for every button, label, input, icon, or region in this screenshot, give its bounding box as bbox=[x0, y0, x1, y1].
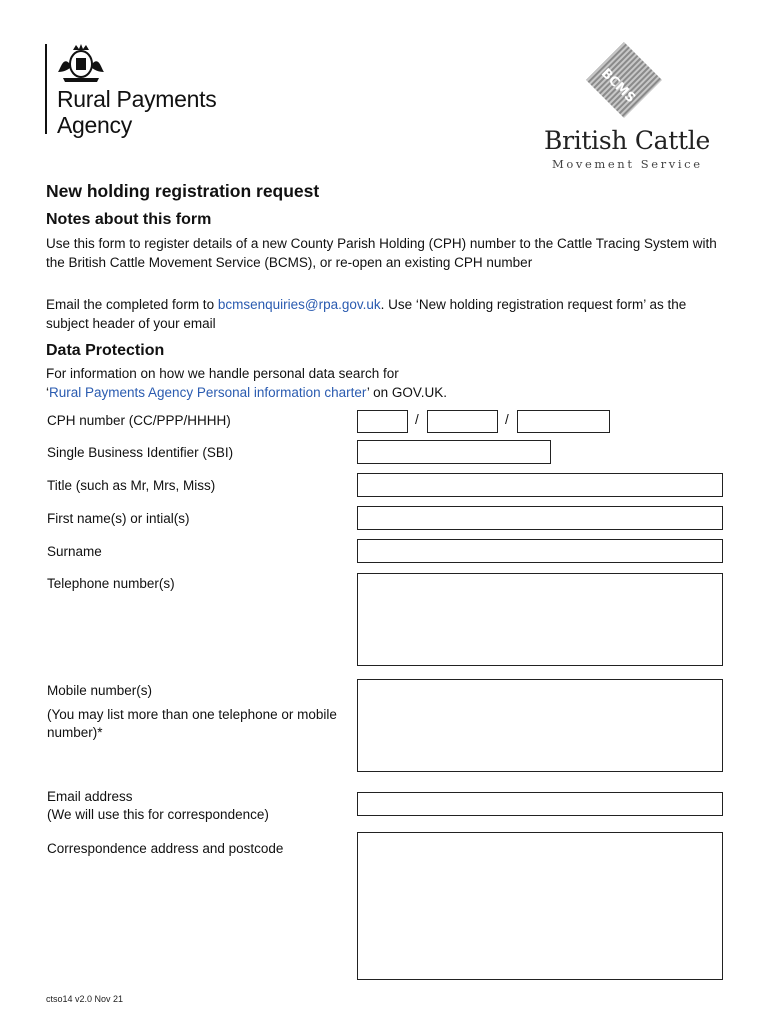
notes-heading: Notes about this form bbox=[46, 211, 212, 228]
email-input[interactable] bbox=[357, 792, 723, 816]
telephone-label: Telephone number(s) bbox=[47, 576, 175, 591]
data-protection-paragraph bbox=[46, 365, 726, 402]
bcms-logo-title: British Cattle bbox=[544, 126, 710, 155]
mobile-note: (You may list more than one telephone or mobile number)* bbox=[47, 707, 337, 740]
sbi-label: Single Business Identifier (SBI) bbox=[47, 445, 234, 460]
rpa-logo-line1: Rural Payments bbox=[57, 86, 217, 112]
first-name-input[interactable] bbox=[357, 506, 723, 530]
mobile-textarea[interactable] bbox=[357, 679, 723, 772]
notes-paragraph-1: Use this form to register details of a new County Parish Holding (CPH) number to the Cattle Tracing System with the British Cattle Movement Service (BCMS), or re-open an existing CPH number bbox=[46, 236, 717, 270]
cph-parish-input[interactable] bbox=[427, 410, 498, 433]
mobile-label: Mobile number(s) bbox=[47, 683, 153, 698]
rpa-logo-divider bbox=[45, 44, 47, 134]
notes-para2-after: . Use ‘New holding registration request form’ as the subject header of your email bbox=[46, 297, 687, 331]
data-protection-heading: Data Protection bbox=[46, 342, 165, 359]
dp-after: ’ on GOV.UK. bbox=[366, 384, 447, 400]
address-textarea[interactable] bbox=[357, 832, 723, 980]
title-input[interactable] bbox=[357, 473, 723, 497]
cph-label: CPH number (CC/PPP/HHHH) bbox=[47, 413, 231, 428]
telephone-textarea[interactable] bbox=[357, 573, 723, 666]
surname-input[interactable] bbox=[357, 539, 723, 563]
bcms-logo-subtitle: Movement Service bbox=[552, 157, 703, 171]
rpa-logo-text bbox=[57, 86, 216, 138]
notes-para2-before: Email the completed form to bbox=[46, 297, 218, 312]
cph-holding-input[interactable] bbox=[517, 410, 610, 433]
cph-county-input[interactable] bbox=[357, 410, 408, 433]
title-label: Title (such as Mr, Mrs, Miss) bbox=[47, 478, 216, 493]
bcms-barcode-mark-icon bbox=[584, 40, 664, 120]
bcms-email-link[interactable]: bcmsenquiries@rpa.gov.uk bbox=[217, 297, 381, 312]
rpa-logo-line2: Agency bbox=[57, 112, 132, 138]
dp-line2 bbox=[46, 384, 726, 403]
surname-label: Surname bbox=[47, 544, 102, 559]
email-note: (We will use this for correspondence) bbox=[47, 807, 269, 822]
cph-separator-1: / bbox=[415, 412, 419, 427]
bcms-mark-text: BCMS bbox=[597, 65, 639, 107]
dp-line1: For information on how we handle personal data search for bbox=[46, 366, 399, 381]
form-title: New holding registration request bbox=[46, 181, 320, 201]
personal-info-charter-link[interactable]: Rural Payments Agency Personal information charter bbox=[49, 384, 367, 400]
email-label: Email address bbox=[47, 789, 133, 804]
first-name-label: First name(s) or intial(s) bbox=[47, 511, 190, 526]
form-version-code: ctso14 v2.0 Nov 21 bbox=[46, 994, 124, 1004]
cph-separator-2: / bbox=[505, 412, 509, 427]
royal-crest-icon bbox=[55, 42, 107, 84]
address-label: Correspondence address and postcode bbox=[47, 841, 284, 856]
dp-quote-open: ‘ bbox=[46, 384, 49, 400]
notes-paragraph-2 bbox=[46, 296, 726, 333]
sbi-input[interactable] bbox=[357, 440, 551, 464]
